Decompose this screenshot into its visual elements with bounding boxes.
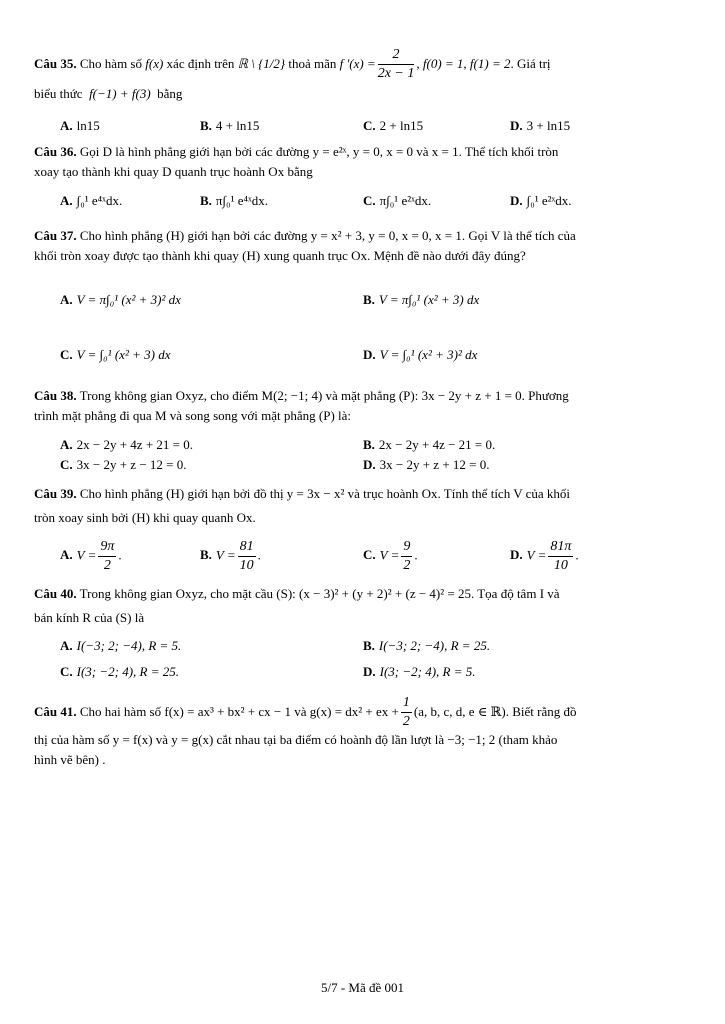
q35-fx: f(x) [145, 56, 164, 71]
q40-option-b[interactable]: B. I(−3; 2; −4), R = 25. [363, 638, 491, 653]
question-36-label: Câu 36. [34, 144, 77, 159]
q40-line2: bán kính R của (S) là [34, 610, 145, 625]
q38-option-b[interactable]: B. 2x − 2y + 4z − 21 = 0. [363, 437, 496, 452]
question-35-label: Câu 35. [34, 56, 77, 71]
q35-fraction: $\frac{2}{2x - 1}$ [377, 46, 415, 81]
q35-text: Cho hàm số [79, 56, 142, 71]
q41-line3: hình vẽ bên) . [34, 752, 106, 767]
q36-option-d[interactable]: D. ∫₀¹ e²ˣdx. [510, 193, 572, 208]
q40-option-c[interactable]: C. I(3; −2; 4), R = 25. [60, 664, 180, 679]
q35-derivative: f '(x) = [339, 56, 376, 71]
q38-option-a[interactable]: A. 2x − 2y + 4z + 21 = 0. [60, 437, 193, 452]
q38-line1: Trong không gian Oxyz, cho điểm M(2; −1; 4) và mặt phẳng (P): 3x − 2y + z + 1 = 0. Phương [79, 388, 569, 403]
q39-option-d[interactable]: D. V = $\frac{81\pi}{10}$ . [510, 539, 579, 573]
q37-line1: Cho hình phẳng (H) giới hạn bởi các đường y = x² + 3, y = 0, x = 0, x = 1. Gọi V là thể tích của [79, 228, 576, 243]
page-footer: 5/7 - Mã đề 001 [320, 980, 405, 995]
q38-option-d[interactable]: D. 3x − 2y + z + 12 = 0. [363, 457, 490, 472]
question-41 [34, 694, 684, 770]
q37-option-c[interactable]: C. V = ∫₀¹ (x² + 3) dx [60, 347, 171, 362]
question-37-label: Câu 37. [34, 228, 77, 243]
question-40-label: Câu 40. [34, 586, 77, 601]
question-41-label: Câu 41. [34, 704, 77, 719]
q41-line2: thị của hàm số y = f(x) và y = g(x) cắt nhau tại ba điểm có hoành độ lần lượt là −3; −1; 2 (tham khảo [34, 732, 558, 747]
q40-line1: Trong không gian Oxyz, cho mặt cầu (S): (x − 3)² + (y + 2)² + (z − 4)² = 25. Tọa độ tâm I và [79, 586, 560, 601]
q41-line1b: (a, b, c, d, e ∈ ℝ). Biết rằng đồ [413, 704, 577, 719]
q35-text3: thoả mãn [288, 56, 337, 71]
q35-domain: ℝ \ {1/2} [237, 56, 286, 71]
q35-option-a[interactable]: A. ln15 [60, 118, 100, 133]
q40-option-a[interactable]: A. I(−3; 2; −4), R = 5. [60, 638, 182, 653]
q35-expression: f(−1) + f(3) [89, 86, 151, 101]
question-39-label: Câu 39. [34, 486, 77, 501]
q35-option-b[interactable]: B. 4 + ln15 [200, 118, 260, 133]
q37-option-d[interactable]: D. V = ∫₀¹ (x² + 3)² dx [363, 347, 478, 362]
q39-option-a[interactable]: A. V = $\frac{9\pi}{2}$ . [60, 539, 122, 573]
q36-line1: Gọi D là hình phẳng giới hạn bởi các đường y = e²ˣ, y = 0, x = 0 và x = 1. Thể tích khối tròn [79, 144, 559, 159]
question-38 [34, 386, 684, 426]
question-35 [34, 44, 684, 104]
q39-option-b[interactable]: B. V = $\frac{81}{10}$ . [200, 539, 261, 573]
q35-text2: xác định trên [166, 56, 235, 71]
q35-option-d[interactable]: D. 3 + ln15 [510, 118, 571, 133]
q35-option-c[interactable]: C. 2 + ln15 [363, 118, 424, 133]
q37-option-b[interactable]: B. V = π∫₀¹ (x² + 3) dx [363, 292, 480, 307]
q38-line2: trình mặt phẳng đi qua M và song song với mặt phẳng (P) là: [34, 408, 352, 423]
q36-option-a[interactable]: A. ∫₀¹ e⁴ˣdx. [60, 193, 123, 208]
q36-line2: xoay tạo thành khi quay D quanh trục hoành Ox bằng [34, 164, 313, 179]
q35-tail: bằng [157, 86, 183, 101]
q39-line2: tròn xoay sinh bởi (H) khi quay quanh Ox. [34, 510, 256, 525]
question-38-label: Câu 38. [34, 388, 77, 403]
q40-option-d[interactable]: D. I(3; −2; 4), R = 5. [363, 664, 476, 679]
q37-option-a[interactable]: A. V = π∫₀¹ (x² + 3)² dx [60, 292, 181, 307]
q37-line2: khối tròn xoay được tạo thành khi quay (H) xung quanh trục Ox. Mệnh đề nào dưới đây đúng? [34, 248, 526, 263]
q36-option-b[interactable]: B. π∫₀¹ e⁴ˣdx. [200, 193, 269, 208]
question-37 [34, 226, 684, 266]
q41-fraction: $\frac{1}{2}$ [402, 694, 410, 729]
q39-line1: Cho hình phẳng (H) giới hạn bởi đồ thị y = 3x − x² và trục hoành Ox. Tính thể tích V của khối [79, 486, 571, 501]
q36-option-c[interactable]: C. π∫₀¹ e²ˣdx. [363, 193, 432, 208]
q41-line1a: Cho hai hàm số f(x) = ax³ + bx² + cx − 1 và g(x) = dx² + ex + [79, 704, 399, 719]
q39-option-c[interactable]: C. V = $\frac{9}{2}$ . [363, 539, 418, 573]
q35-line2: biểu thức [34, 86, 83, 101]
question-40 [34, 584, 684, 628]
q35-text4: . Giá trị [510, 56, 551, 71]
q35-conditions: , f(0) = 1, f(1) = 2 [416, 56, 511, 71]
q38-option-c[interactable]: C. 3x − 2y + z − 12 = 0. [60, 457, 187, 472]
question-36 [34, 142, 684, 182]
question-39 [34, 484, 684, 528]
